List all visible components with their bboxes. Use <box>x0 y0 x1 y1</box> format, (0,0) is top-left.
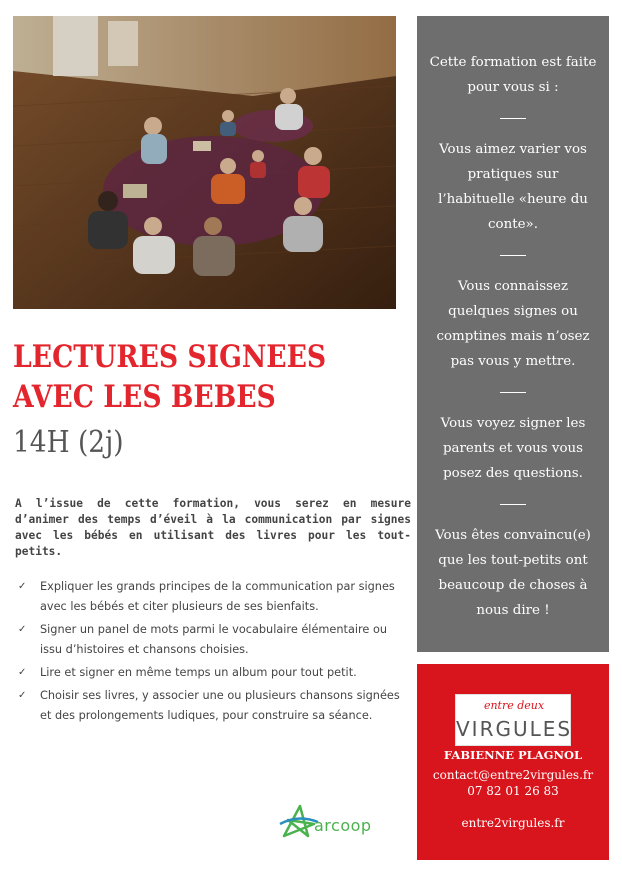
separator <box>500 392 526 393</box>
separator <box>500 118 526 119</box>
objective-item <box>18 620 412 660</box>
check-icon: ✓ <box>18 667 27 678</box>
objective-text: Lire et signer en même temps un album pour tout petit. <box>40 666 357 679</box>
separator <box>500 255 526 256</box>
course-duration: 14H (2j) <box>13 425 124 460</box>
logo-bottom-text: VIRGULES <box>456 717 573 741</box>
sidebar-item: Vous voyez signer les parents et vous vous posez des questions. <box>440 416 586 481</box>
workshop-photo-illustration <box>13 16 396 309</box>
logo-top-text: entre deux <box>483 699 545 712</box>
objective-text: Expliquer les grands principes de la communication par signes avec les bébés et citer plusieurs de ses bienfaits. <box>40 580 395 613</box>
objective-text: Signer un panel de mots parmi le vocabulaire élémentaire ou issu d’histoires et chansons choisies. <box>40 623 388 656</box>
objectives-list <box>18 577 412 729</box>
arcoop-logo-text: arcoop <box>314 816 372 835</box>
sidebar-heading: Cette formation est faite pour vous si : <box>429 55 597 95</box>
contact-name: FABIENNE PLAGNOL <box>443 748 583 762</box>
objective-item <box>18 577 412 617</box>
target-audience-panel <box>417 16 609 652</box>
course-intro: A l’issue de cette formation, vous serez en mesure d’animer des temps d’éveil à la communication par signes avec les bébés en utilisant des livres pour les tout-petits. <box>15 497 411 558</box>
sidebar-item: Vous aimez varier vos pratiques sur l’habituelle «heure du conte». <box>438 142 588 232</box>
check-icon: ✓ <box>18 581 27 592</box>
check-icon: ✓ <box>18 624 27 635</box>
objective-text: Choisir ses livres, y associer une ou plusieurs chansons signées et des prolongements ludiques, pour construire sa séance. <box>40 689 400 722</box>
website-link[interactable]: entre2virgules.fr <box>461 816 565 830</box>
separator <box>500 504 526 505</box>
contact-panel <box>417 664 609 860</box>
objective-item <box>18 663 412 683</box>
workshop-photo <box>13 16 396 309</box>
sidebar-item: Vous êtes convaincu(e) que les tout-petits ont beaucoup de choses à nous dire ! <box>435 528 591 618</box>
contact-phone: 07 82 01 26 83 <box>467 784 559 798</box>
check-icon: ✓ <box>18 690 27 701</box>
sidebar-item: Vous connaissez quelques signes ou comptines mais n’osez pas vous y mettre. <box>436 279 590 369</box>
objective-item <box>18 686 412 726</box>
contact-email-link[interactable]: contact@entre2virgules.fr <box>432 768 594 782</box>
course-title: LECTURES SIGNEES AVEC LES BEBES <box>13 339 327 415</box>
entre-deux-virgules-logo <box>455 694 571 746</box>
